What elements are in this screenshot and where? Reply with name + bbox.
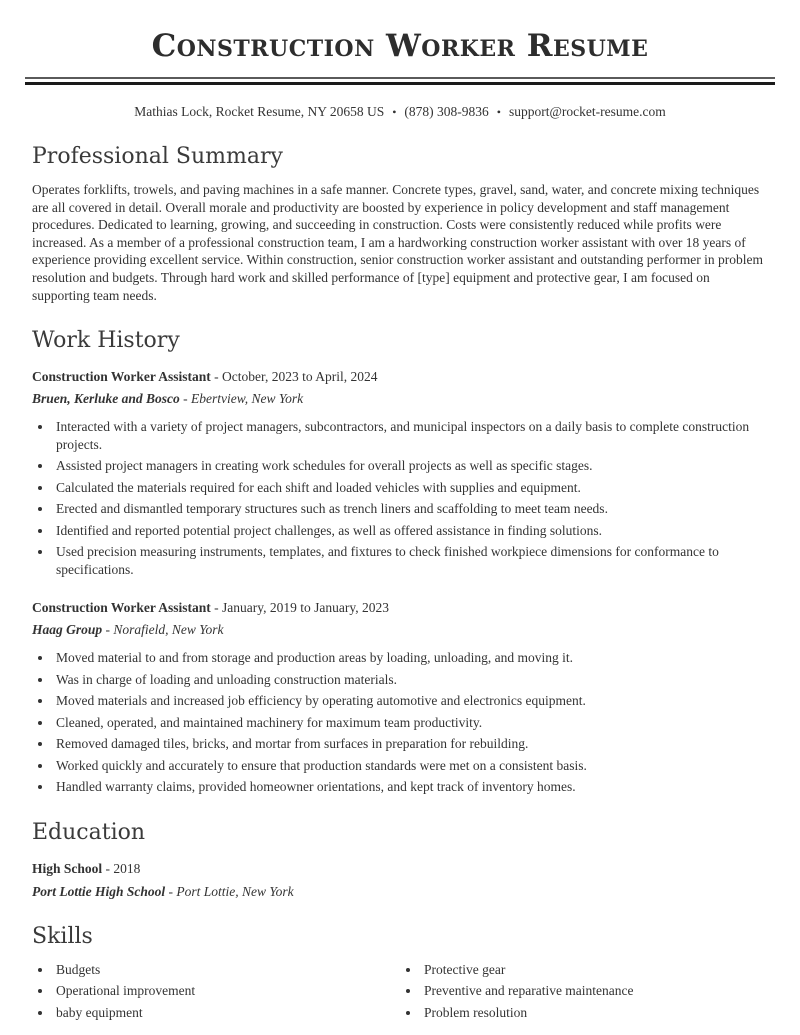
- skills-columns: [32, 961, 768, 1026]
- job-location: Ebertview, New York: [191, 391, 304, 407]
- education-entry: [32, 860, 768, 900]
- job-bullet: • Assisted project managers in creating work schedules for overall projects as well as specific stages.: [53, 457, 768, 475]
- job-bullet-list: [32, 418, 768, 578]
- skills-list-right: [400, 961, 768, 1026]
- job-bullet: • Cleaned, operated, and maintained machinery for maximum team productivity.: [53, 714, 768, 732]
- dash-separator: -: [214, 600, 219, 616]
- skill-item: • Preventive and reparative maintenance: [421, 982, 768, 1000]
- job-title-line: [32, 368, 768, 385]
- skill-item: • Operational improvement: [53, 982, 400, 1000]
- education-year: 2018: [113, 860, 141, 876]
- job-bullet-list: [32, 649, 768, 796]
- job-dates: January, 2019 to January, 2023: [222, 600, 389, 616]
- job-location: Norafield, New York: [113, 622, 224, 638]
- job-company: Bruen, Kerluke and Bosco: [32, 391, 180, 407]
- section-heading-summary: Professional Summary: [32, 144, 283, 169]
- dash-separator: -: [183, 391, 188, 407]
- job-bullet: • Interacted with a variety of project managers, subcontractors, and municipal inspectors on a daily basis to complete construction projects.: [53, 418, 768, 453]
- job-title: Construction Worker Assistant: [32, 369, 211, 385]
- contact-address: Mathias Lock, Rocket Resume, NY 20658 US: [134, 104, 385, 119]
- job-entry: [32, 599, 768, 796]
- job-bullet: • Worked quickly and accurately to ensure that production standards were met on a consistent basis.: [53, 757, 768, 775]
- section-heading-education: Education: [32, 819, 146, 845]
- job-title: Construction Worker Assistant: [32, 600, 211, 616]
- contact-phone: (878) 308-9836: [404, 104, 489, 119]
- job-bullet: • Identified and reported potential project challenges, as well as offered assistance in finding solutions.: [53, 522, 768, 540]
- contact-separator: •: [392, 105, 397, 119]
- job-dates: October, 2023 to April, 2024: [222, 369, 378, 385]
- dash-separator: -: [105, 622, 111, 638]
- page-title: Construction Worker Resume: [151, 28, 649, 64]
- contact-line: [32, 104, 768, 120]
- dash-separator: -: [105, 860, 111, 876]
- job-title-line: [32, 599, 768, 616]
- title-divider: [25, 77, 775, 85]
- skill-item: • baby equipment: [53, 1004, 400, 1022]
- job-bullet: • Handled warranty claims, provided homeowner orientations, and kept track of inventory homes.: [53, 778, 768, 796]
- education-degree: High School: [32, 860, 103, 876]
- job-bullet: • Was in charge of loading and unloading construction materials.: [53, 671, 768, 689]
- job-bullet: • Calculated the materials required for each shift and loaded vehicles with supplies and equipment.: [53, 479, 768, 497]
- contact-separator: •: [496, 105, 501, 119]
- job-bullet: • Removed damaged tiles, bricks, and mortar from surfaces in preparation for rebuilding.: [53, 735, 768, 753]
- education-school-line: [32, 883, 768, 900]
- section-heading-work-history: Work History: [32, 328, 180, 354]
- contact-email: support@rocket-resume.com: [508, 104, 666, 119]
- job-company: Haag Group: [32, 622, 103, 638]
- education-degree-line: [32, 860, 768, 877]
- education-location: Port Lottie, New York: [176, 883, 294, 899]
- job-entry: [32, 368, 768, 578]
- dash-separator: -: [168, 883, 174, 899]
- job-company-line: [32, 390, 768, 407]
- education-school: Port Lottie High School: [32, 883, 166, 899]
- summary-text: Operates forklifts, trowels, and paving machines in a safe manner. Concrete types, gravel, sand, water, and concrete mixing techniques are all covered in detail. Overall morale and productivity are boosted by experience in policy development and staff management procedures. Dedicated to learning, growing, and succeeding in construction. Costs were consistently reduced while profits were increased. As a member of a professional construction team, I am a hardworking construction worker assistant with over 18 years of experience providing excellent service. Within construction, senior construction worker assistant and outstanding performer in problem resolution and budgets. Through hard work and skilled performance of [type] equipment and protective gear, I am focused on supporting team needs.: [32, 182, 763, 303]
- skill-item: • Budgets: [53, 961, 400, 979]
- job-bullet: • Used precision measuring instruments, templates, and fixtures to check finished workpiece dimensions for conformance to specifications.: [53, 543, 768, 578]
- job-bullet: • Moved material to and from storage and production areas by loading, unloading, and moving it.: [53, 649, 768, 667]
- job-company-line: [32, 621, 768, 638]
- skills-list-left: [32, 961, 400, 1026]
- skill-item: • Problem resolution: [421, 1004, 768, 1022]
- job-bullet: • Erected and dismantled temporary structures such as trench liners and scaffolding to meet team needs.: [53, 500, 768, 518]
- section-heading-skills: Skills: [32, 923, 93, 949]
- dash-separator: -: [214, 369, 219, 385]
- skill-item: • Protective gear: [421, 961, 768, 979]
- job-bullet: • Moved materials and increased job efficiency by operating automotive and electronics equipment.: [53, 692, 768, 710]
